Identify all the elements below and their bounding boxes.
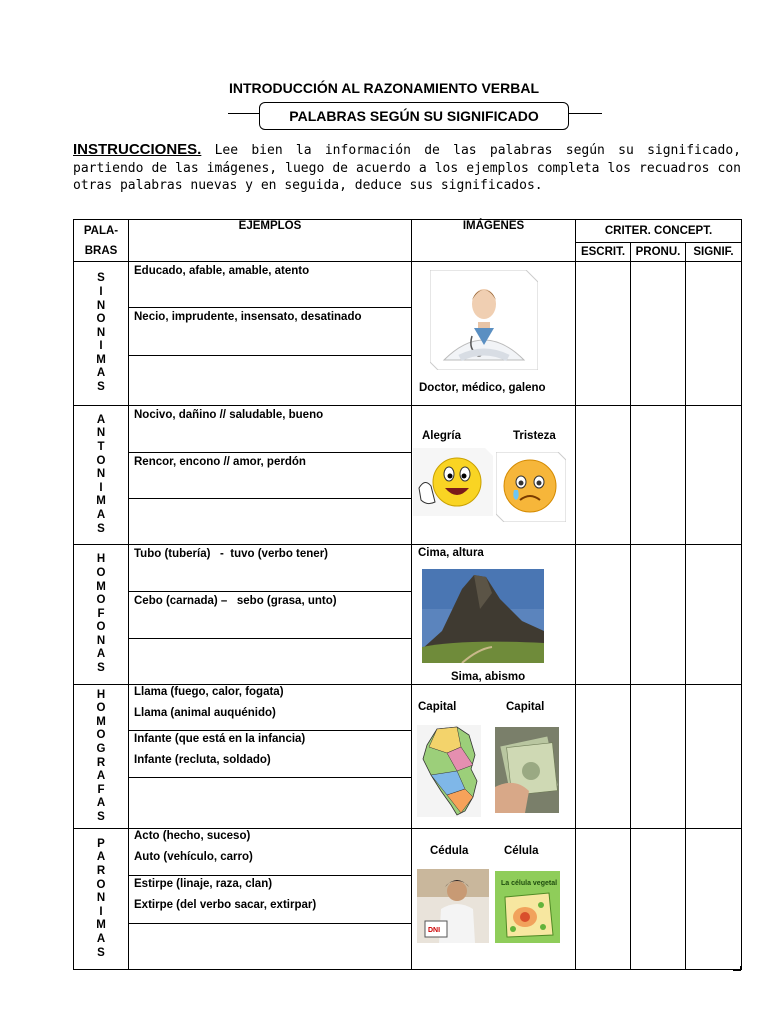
word-letter: A xyxy=(96,797,106,810)
example-cell[interactable]: Llama (fuego, calor, fogata) Llama (animal auquénido) xyxy=(129,685,412,731)
word-letter: O xyxy=(96,621,106,634)
image-label: Alegría xyxy=(422,430,461,442)
word-letter: O xyxy=(96,566,106,579)
word-letter: M xyxy=(96,495,106,508)
image-label: Doctor, médico, galeno xyxy=(419,382,546,394)
word-letter: A xyxy=(96,932,106,945)
example-cell-empty[interactable] xyxy=(129,778,412,829)
escrit-cell[interactable] xyxy=(576,829,631,970)
word-sinonimas xyxy=(74,262,129,406)
escrit-cell[interactable] xyxy=(576,262,631,406)
word-letter: N xyxy=(96,468,106,481)
example-cell-empty[interactable] xyxy=(129,924,412,970)
example-cell-empty[interactable] xyxy=(129,356,412,406)
mountain-image xyxy=(422,569,544,663)
header-palabras: PALA- BRAS xyxy=(74,220,129,262)
pronu-cell[interactable] xyxy=(631,545,686,685)
word-homofonas xyxy=(74,545,129,685)
word-letter: A xyxy=(96,508,106,521)
word-letter: I xyxy=(99,340,103,353)
word-letter: N xyxy=(96,892,106,905)
word-letter: O xyxy=(96,594,106,607)
signif-cell[interactable] xyxy=(686,406,742,545)
word-letter: A xyxy=(96,770,106,783)
id-card-image xyxy=(417,869,489,943)
image-label: Célula xyxy=(504,845,539,857)
word-letter: S xyxy=(97,946,105,959)
header-escrit: ESCRIT. xyxy=(576,243,631,262)
subtitle-rule-left xyxy=(228,113,260,114)
header-ejemplos: EJEMPLOS xyxy=(129,220,412,262)
image-label: Capital xyxy=(506,701,545,713)
example-cell[interactable]: Necio, imprudente, insensato, desatinado xyxy=(129,308,412,356)
image-label: Capital xyxy=(418,701,457,713)
word-letter: N xyxy=(96,326,106,339)
image-label: Cima, altura xyxy=(418,547,484,559)
example-cell[interactable]: Cebo (carnada) – sebo (grasa, unto) xyxy=(129,592,412,639)
word-letter: F xyxy=(97,607,105,620)
image-cell-homografas xyxy=(412,685,576,829)
signif-cell[interactable] xyxy=(686,545,742,685)
image-label: Sima, abismo xyxy=(451,671,526,683)
signif-cell[interactable] xyxy=(686,262,742,406)
word-letter: I xyxy=(99,285,103,298)
word-letter: M xyxy=(96,715,106,728)
pronu-cell[interactable] xyxy=(631,829,686,970)
word-letter: S xyxy=(97,810,105,823)
cell-image-text: La célula vegetal xyxy=(501,880,558,887)
word-letter: O xyxy=(96,878,106,891)
escrit-cell[interactable] xyxy=(576,685,631,829)
word-letter: I xyxy=(99,481,103,494)
signif-cell[interactable] xyxy=(686,685,742,829)
word-letter: M xyxy=(96,353,106,366)
word-letter: O xyxy=(96,313,106,326)
image-cell-antonimas xyxy=(412,406,576,545)
example-cell[interactable]: Estirpe (linaje, raza, clan) Extirpe (del verbo sacar, extirpar) xyxy=(129,876,412,924)
word-letter: R xyxy=(96,865,106,878)
pronu-cell[interactable] xyxy=(631,685,686,829)
page-title: INTRODUCCIÓN AL RAZONAMIENTO VERBAL xyxy=(228,80,540,96)
subtitle-rule-right xyxy=(568,113,602,114)
header-imagenes: IMÁGENES xyxy=(412,220,576,262)
word-letter: A xyxy=(96,367,106,380)
image-label: Tristeza xyxy=(513,430,556,442)
word-letter: N xyxy=(96,634,106,647)
example-cell[interactable]: Acto (hecho, suceso) Auto (vehículo, carro) xyxy=(129,829,412,876)
example-cell[interactable]: Nocivo, dañino // saludable, bueno xyxy=(129,406,412,453)
word-letter: A xyxy=(96,413,106,426)
word-letter: H xyxy=(96,688,106,701)
sad-face-image xyxy=(496,452,566,522)
word-paronimas xyxy=(74,829,129,970)
image-cell-sinonimas xyxy=(412,262,576,406)
word-letter: H xyxy=(96,553,106,566)
word-letter: A xyxy=(96,851,106,864)
word-letter: P xyxy=(97,837,105,850)
image-cell-paronimas xyxy=(412,829,576,970)
word-letter: M xyxy=(96,919,106,932)
word-letter: T xyxy=(97,441,105,454)
example-cell-empty[interactable] xyxy=(129,639,412,685)
doctor-image xyxy=(430,270,538,370)
word-letter: I xyxy=(99,905,103,918)
instructions xyxy=(73,141,741,195)
word-letter: M xyxy=(96,580,106,593)
header-signif: SIGNIF. xyxy=(686,243,742,262)
example-cell[interactable]: Rencor, encono // amor, perdón xyxy=(129,453,412,499)
pronu-cell[interactable] xyxy=(631,262,686,406)
cell-image xyxy=(495,871,560,943)
word-homografas xyxy=(74,685,129,829)
escrit-cell[interactable] xyxy=(576,406,631,545)
word-letter: O xyxy=(96,454,106,467)
id-card-text: DNI xyxy=(428,927,441,934)
subtitle: PALABRAS SEGÚN SU SIGNIFICADO xyxy=(259,102,569,130)
peru-map-image xyxy=(417,725,481,817)
page-corner-mark xyxy=(733,966,741,971)
word-letter: A xyxy=(96,648,106,661)
instructions-heading: INSTRUCCIONES. xyxy=(73,141,202,158)
escrit-cell[interactable] xyxy=(576,545,631,685)
image-label: Cédula xyxy=(430,845,469,857)
pronu-cell[interactable] xyxy=(631,406,686,545)
word-letter: F xyxy=(97,783,105,796)
money-image xyxy=(495,727,559,813)
word-letter: R xyxy=(96,756,106,769)
happy-face-image xyxy=(413,448,493,516)
word-letter: N xyxy=(96,427,106,440)
image-cell-homofonas xyxy=(412,545,576,685)
word-letter: S xyxy=(97,272,105,285)
header-pronu: PRONU. xyxy=(631,243,686,262)
word-letter: O xyxy=(96,702,106,715)
header-criterios: CRITER. CONCEPT. xyxy=(576,220,742,243)
word-table xyxy=(73,219,742,970)
word-letter: O xyxy=(96,729,106,742)
word-letter: G xyxy=(96,742,106,755)
word-letter: S xyxy=(97,522,105,535)
instructions-text: Lee bien la información de las palabras según su significado, partiendo de las imágenes, luego de acuerdo a los ejemplos completa los recuadros con otras palabras nuevas y en seguida, deduce sus significados. xyxy=(73,143,741,193)
example-cell[interactable]: Infante (que está en la infancia) Infante (recluta, soldado) xyxy=(129,731,412,778)
word-letter: S xyxy=(97,662,105,675)
example-cell[interactable]: Tubo (tubería) - tuvo (verbo tener) xyxy=(129,545,412,592)
example-cell-empty[interactable] xyxy=(129,499,412,545)
word-antonimas xyxy=(74,406,129,545)
word-letter: S xyxy=(97,381,105,394)
example-cell[interactable]: Educado, afable, amable, atento xyxy=(129,262,412,308)
signif-cell[interactable] xyxy=(686,829,742,970)
word-letter: N xyxy=(96,299,106,312)
